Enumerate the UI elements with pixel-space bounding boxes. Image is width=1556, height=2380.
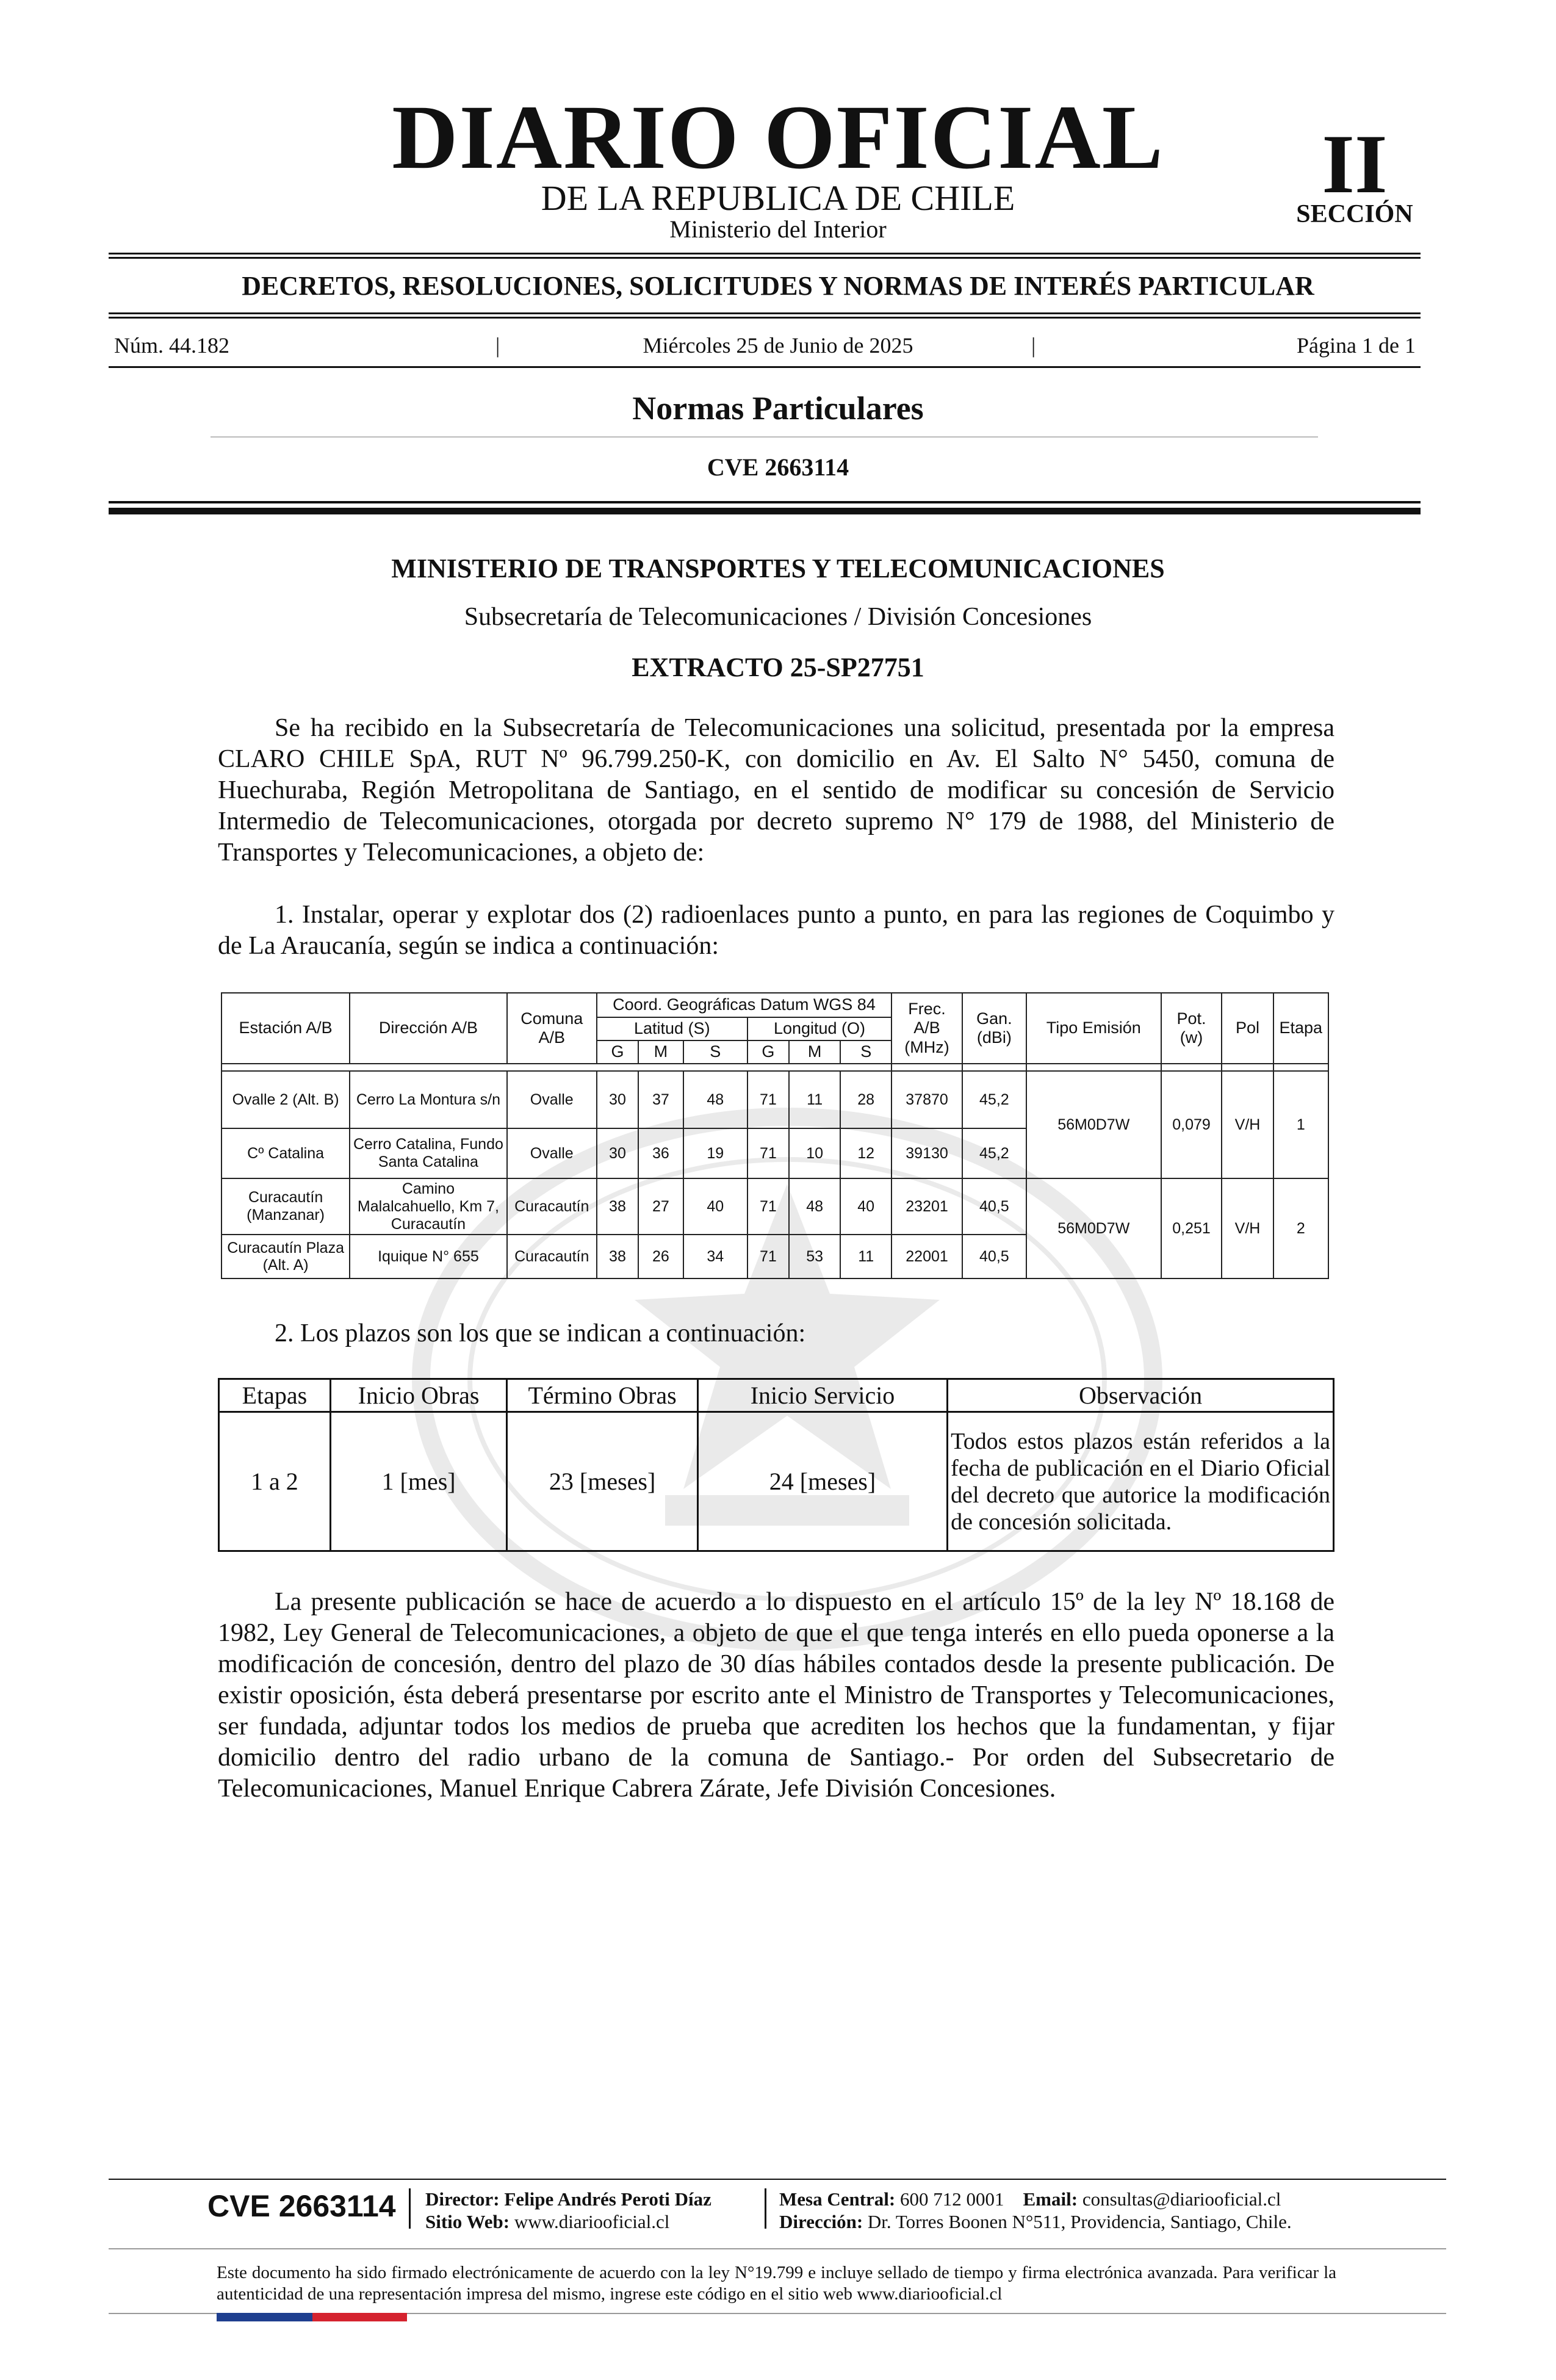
- footer-site-link[interactable]: www.diariooficial.cl: [514, 2211, 670, 2232]
- header-inicio-servicio: Inicio Servicio: [697, 1379, 947, 1412]
- footer-site: [425, 2210, 669, 2233]
- flag-blue-bar: [217, 2313, 312, 2321]
- cell-estacion: Curacautín Plaza (Alt. A): [222, 1235, 350, 1278]
- footer-mid-rule: [109, 2248, 1446, 2249]
- footer-separator-2: [765, 2188, 766, 2229]
- masthead-ministry: Ministerio del Interior: [669, 215, 887, 243]
- section-heading: Normas Particulares: [632, 390, 924, 427]
- subsecretaria-heading: Subsecretaría de Telecomunicaciones / División Concesiones: [464, 603, 1092, 631]
- header-lat-s: S: [683, 1040, 747, 1064]
- cell-estacion: Cº Catalina: [222, 1128, 350, 1178]
- cell-lat-m: 27: [638, 1178, 683, 1235]
- header-lon-s: S: [840, 1040, 891, 1064]
- cell-lat-g: 30: [597, 1128, 638, 1178]
- cell-pol: V/H: [1222, 1178, 1273, 1278]
- masthead-title: DIARIO OFICIAL: [392, 87, 1164, 188]
- cell-comuna: Ovalle: [507, 1071, 597, 1128]
- cell-lat-s: 34: [683, 1235, 747, 1278]
- footer-email-label: Email:: [1023, 2188, 1078, 2210]
- header-gan: Gan. (dBi): [962, 993, 1026, 1064]
- header-termino-obras: Término Obras: [507, 1379, 698, 1412]
- header-comuna: Comuna A/B: [507, 993, 597, 1064]
- header-etapas: Etapas: [219, 1379, 331, 1412]
- header-lon-g: G: [747, 1040, 789, 1064]
- footer-address-label: Dirección:: [779, 2211, 863, 2232]
- cell-gan: 45,2: [962, 1071, 1026, 1128]
- issue-number: Núm. 44.182: [114, 333, 229, 358]
- header-estacion: Estación A/B: [222, 993, 350, 1064]
- cell-gan: 40,5: [962, 1235, 1026, 1278]
- issue-page: Página 1 de 1: [1297, 333, 1416, 358]
- cell-lon-m: 10: [789, 1128, 840, 1178]
- cell-pot: 0,079: [1161, 1071, 1222, 1178]
- cell-gan: 40,5: [962, 1178, 1026, 1235]
- cell-lat-s: 19: [683, 1128, 747, 1178]
- cell-direccion: Cerro La Montura s/n: [350, 1071, 506, 1128]
- cell-lon-m: 11: [789, 1071, 840, 1128]
- cell-comuna: Curacautín: [507, 1178, 597, 1235]
- heading-thin-rule: [211, 436, 1318, 438]
- issue-sep-1: |: [495, 333, 500, 358]
- section-label: SECCIÓN: [1296, 200, 1413, 228]
- issue-rule: [109, 366, 1421, 368]
- header-frec: Frec. A/B (MHz): [891, 993, 962, 1064]
- banner-title: DECRETOS, RESOLUCIONES, SOLICITUDES Y NORMAS DE INTERÉS PARTICULAR: [242, 271, 1314, 301]
- banner-bottom-rule-2: [109, 317, 1421, 319]
- masthead-subtitle: DE LA REPUBLICA DE CHILE: [541, 178, 1015, 218]
- cell-pot: 0,251: [1161, 1178, 1222, 1278]
- footer-director-name: Felipe Andrés Peroti Díaz: [504, 2188, 711, 2210]
- header-longitud: Longitud (O): [747, 1017, 891, 1040]
- footer-address: [779, 2210, 1292, 2233]
- cell-frec: 22001: [891, 1235, 962, 1278]
- header-lon-m: M: [789, 1040, 840, 1064]
- header-etapa: Etapa: [1273, 993, 1328, 1064]
- cell-direccion: Cerro Catalina, Fundo Santa Catalina: [350, 1128, 506, 1178]
- header-lat-m: M: [638, 1040, 683, 1064]
- cell-direccion: Iquique N° 655: [350, 1235, 506, 1278]
- table-row: [222, 1178, 1328, 1235]
- cell-lat-g: 30: [597, 1071, 638, 1128]
- cell-lat-g: 38: [597, 1235, 638, 1278]
- item-1-paragraph: 1. Instalar, operar y explotar dos (2) radioenlaces punto a punto, en para las regiones de Coquimbo y de La Araucanía, según se indica a continuación:: [218, 901, 1334, 960]
- cell-lon-s: 11: [840, 1235, 891, 1278]
- extract-title: EXTRACTO 25-SP27751: [632, 652, 924, 682]
- header-pol: Pol: [1222, 993, 1273, 1064]
- cell-etapas: 1 a 2: [219, 1412, 331, 1551]
- cell-lon-s: 12: [840, 1128, 891, 1178]
- footer-contact: [779, 2188, 1281, 2210]
- header-observacion: Observación: [948, 1379, 1334, 1412]
- intro-paragraph: Se ha recibido en la Subsecretaría de Telecomunicaciones una solicitud, presentada por la empresa CLARO CHILE SpA, RUT Nº 96.799.250-K, con domicilio en Av. El Salto N° 5450, comuna de Huechuraba, Región Metropolitana de Santiago, en el sentido de modificar su concesión de Servicio Intermedio de Telecomunicaciones, otorgada por decreto supremo N° 179 de 1988, del Ministerio de Transportes y Telecomunicaciones, a objeto de:: [218, 714, 1334, 867]
- plazos-table: [218, 1378, 1334, 1552]
- item-2-paragraph: 2. Los plazos son los que se indican a continuación:: [275, 1319, 806, 1347]
- footer-email-link[interactable]: consultas@diariooficial.cl: [1082, 2188, 1281, 2210]
- cell-tipo: 56M0D7W: [1026, 1071, 1161, 1178]
- issue-date: Miércoles 25 de Junio de 2025: [643, 333, 913, 358]
- cve-rule-2: [109, 508, 1421, 514]
- cell-etapa: 2: [1273, 1178, 1328, 1278]
- cell-direccion: Camino Malalcahuello, Km 7, Curacautín: [350, 1178, 506, 1235]
- cell-lat-s: 48: [683, 1071, 747, 1128]
- cell-lon-m: 53: [789, 1235, 840, 1278]
- closing-paragraph: La presente publicación se hace de acuerdo a lo dispuesto en el artículo 15º de la ley Nº 18.168 de 1982, Ley General de Telecomunicaciones, a objeto de que el que tenga interés en ello pueda oponerse a la modificación de concesión, dentro del plazo de 30 días hábiles contados desde la presente publicación. De existir oposición, ésta deberá presentarse por escrito ante el Ministro de Transportes y Telecomunicaciones, ser fundada, adjuntar todos los medios de prueba que acrediten los hechos que la fundamentan, y fijar domicilio dentro del radio urbano de la comuna de Santiago.- Por orden del Subsecretario de Telecomunicaciones, Manuel Enrique Cabrera Zárate, Jefe División Concesiones.: [218, 1588, 1334, 1803]
- footer-cve: CVE 2663114: [207, 2189, 396, 2223]
- cell-lon-g: 71: [747, 1071, 789, 1128]
- cell-estacion: Curacautín (Manzanar): [222, 1178, 350, 1235]
- cve-code: CVE 2663114: [707, 453, 849, 481]
- footer-mesa: 600 712 0001: [900, 2188, 1004, 2210]
- header-pot: Pot. (w): [1161, 993, 1222, 1064]
- cve-rule-1: [109, 501, 1421, 503]
- footer-address-value: Dr. Torres Boonen N°511, Providencia, Santiago, Chile.: [867, 2211, 1292, 2232]
- footer-mesa-label: Mesa Central:: [779, 2188, 896, 2210]
- table-row: [222, 1071, 1328, 1128]
- cell-lat-m: 37: [638, 1071, 683, 1128]
- header-tipo: Tipo Emisión: [1026, 993, 1161, 1064]
- footer-site-label: Sitio Web:: [425, 2211, 510, 2232]
- cell-inicio-obras: 1 [mes]: [330, 1412, 507, 1551]
- banner-top-rule: [109, 253, 1421, 254]
- issue-sep-2: |: [1031, 333, 1036, 358]
- header-inicio-obras: Inicio Obras: [330, 1379, 507, 1412]
- cell-lon-g: 71: [747, 1235, 789, 1278]
- cell-lat-g: 38: [597, 1178, 638, 1235]
- cell-comuna: Ovalle: [507, 1128, 597, 1178]
- footer-top-rule: [109, 2179, 1446, 2180]
- cell-lon-s: 28: [840, 1071, 891, 1128]
- header-coord: Coord. Geográficas Datum WGS 84: [597, 993, 891, 1017]
- flag-red-bar: [312, 2313, 407, 2321]
- cell-inicio-servicio: 24 [meses]: [697, 1412, 947, 1551]
- cell-tipo: 56M0D7W: [1026, 1178, 1161, 1278]
- cell-etapa: 1: [1273, 1071, 1328, 1178]
- footer-director-label: Director:: [425, 2188, 500, 2210]
- header-latitud: Latitud (S): [597, 1017, 747, 1040]
- table-row: [219, 1412, 1334, 1551]
- banner-top-rule-2: [109, 257, 1421, 259]
- cell-gan: 45,2: [962, 1128, 1026, 1178]
- cell-frec: 23201: [891, 1178, 962, 1235]
- ministry-heading: MINISTERIO DE TRANSPORTES Y TELECOMUNICACIONES: [391, 554, 1165, 583]
- cell-pol: V/H: [1222, 1071, 1273, 1178]
- cell-lon-s: 40: [840, 1178, 891, 1235]
- header-direccion: Dirección A/B: [350, 993, 506, 1064]
- cell-frec: 37870: [891, 1071, 962, 1128]
- cell-frec: 39130: [891, 1128, 962, 1178]
- cell-lon-g: 71: [747, 1178, 789, 1235]
- cell-lon-g: 71: [747, 1128, 789, 1178]
- cell-comuna: Curacautín: [507, 1235, 597, 1278]
- stations-table: [221, 992, 1329, 1279]
- cell-estacion: Ovalle 2 (Alt. B): [222, 1071, 350, 1128]
- cell-lat-m: 36: [638, 1128, 683, 1178]
- section-number: II: [1322, 117, 1388, 211]
- footer-director: [425, 2188, 711, 2210]
- cell-lon-m: 48: [789, 1178, 840, 1235]
- banner-bottom-rule: [109, 312, 1421, 314]
- footer-legal-text: Este documento ha sido firmado electrónicamente de acuerdo con la ley N°19.799 e incluye sellado de tiempo y firma electrónica avanzada. Para verificar la autenticidad de una representación impresa del mismo, ingrese este código en el sitio web www.diariooficial.cl: [217, 2263, 1336, 2304]
- header-lat-g: G: [597, 1040, 638, 1064]
- footer-separator-1: [409, 2188, 411, 2229]
- cell-lat-m: 26: [638, 1235, 683, 1278]
- cell-observacion: Todos estos plazos están referidos a la fecha de publicación en el Diario Oficial del decreto que autorice la modificación de concesión solicitada.: [948, 1412, 1334, 1551]
- cell-termino-obras: 23 [meses]: [507, 1412, 698, 1551]
- cell-lat-s: 40: [683, 1178, 747, 1235]
